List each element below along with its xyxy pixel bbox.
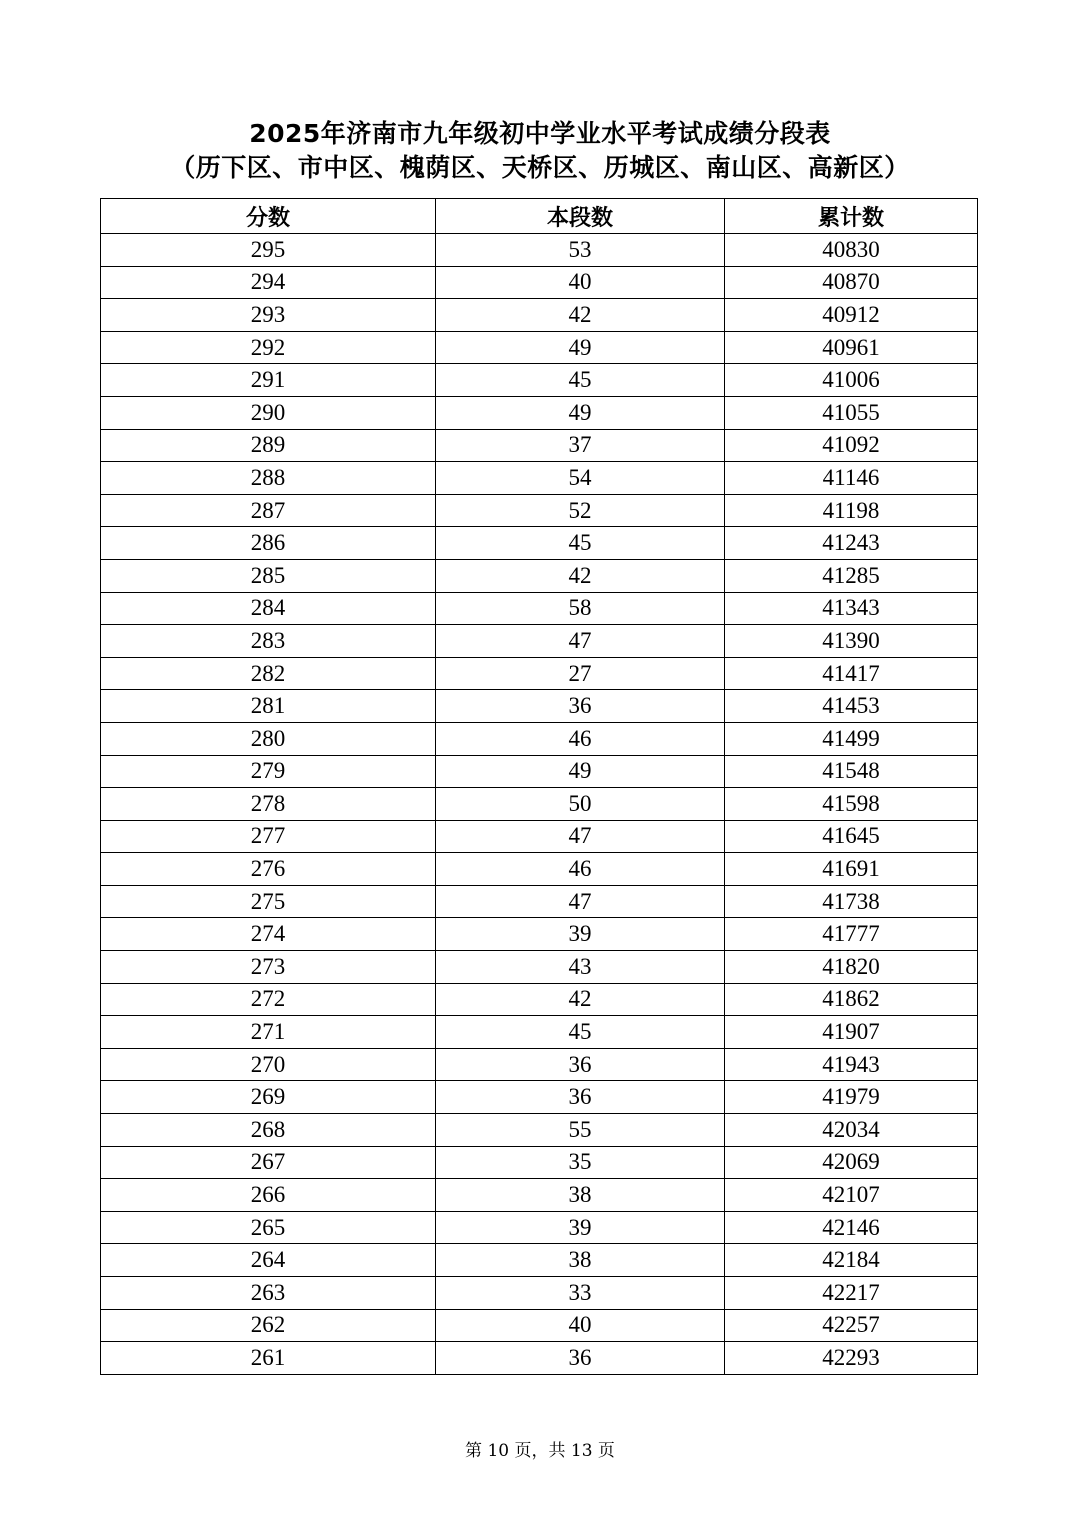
cell-cumulative-count: 41285 [725, 559, 978, 592]
header-segment-count: 本段数 [436, 199, 725, 234]
table-row [101, 885, 978, 918]
cell-segment-count: 40 [436, 266, 725, 299]
cell-score: 282 [101, 657, 436, 690]
cell-score: 268 [101, 1114, 436, 1147]
cell-cumulative-count: 41243 [725, 527, 978, 560]
table-header-row [101, 199, 978, 234]
table-row [101, 494, 978, 527]
cell-score: 294 [101, 266, 436, 299]
document-title: 2025年济南市九年级初中学业水平考试成绩分段表 [249, 119, 831, 148]
cell-cumulative-count: 41598 [725, 788, 978, 821]
cell-segment-count: 33 [436, 1277, 725, 1310]
cell-score: 275 [101, 885, 436, 918]
page-number: 第 10 页，共 13 页 [465, 1441, 615, 1461]
cell-segment-count: 42 [436, 299, 725, 332]
table-row [101, 1081, 978, 1114]
cell-segment-count: 49 [436, 331, 725, 364]
cell-score: 288 [101, 462, 436, 495]
cell-segment-count: 58 [436, 592, 725, 625]
cell-cumulative-count: 42069 [725, 1146, 978, 1179]
cell-segment-count: 45 [436, 364, 725, 397]
cell-segment-count: 36 [436, 1342, 725, 1375]
cell-score: 264 [101, 1244, 436, 1277]
document-subtitle-districts: （历下区、市中区、槐荫区、天桥区、历城区、南山区、高新区） [170, 153, 910, 182]
cell-segment-count: 36 [436, 1048, 725, 1081]
table-row [101, 559, 978, 592]
table-row [101, 722, 978, 755]
cell-segment-count: 39 [436, 918, 725, 951]
cell-score: 277 [101, 820, 436, 853]
cell-segment-count: 55 [436, 1114, 725, 1147]
cell-score: 278 [101, 788, 436, 821]
cell-cumulative-count: 41548 [725, 755, 978, 788]
cell-score: 295 [101, 234, 436, 267]
cell-score: 283 [101, 625, 436, 658]
table-row [101, 364, 978, 397]
cell-cumulative-count: 41453 [725, 690, 978, 723]
table-row [101, 918, 978, 951]
cell-segment-count: 42 [436, 983, 725, 1016]
cell-segment-count: 54 [436, 462, 725, 495]
cell-segment-count: 49 [436, 755, 725, 788]
cell-cumulative-count: 41343 [725, 592, 978, 625]
cell-segment-count: 46 [436, 722, 725, 755]
cell-segment-count: 38 [436, 1244, 725, 1277]
table-row [101, 690, 978, 723]
cell-cumulative-count: 42034 [725, 1114, 978, 1147]
header-score: 分数 [101, 199, 436, 234]
table-row [101, 820, 978, 853]
cell-cumulative-count: 40870 [725, 266, 978, 299]
cell-cumulative-count: 41092 [725, 429, 978, 462]
header-cumulative-count: 累计数 [725, 199, 978, 234]
cell-segment-count: 40 [436, 1309, 725, 1342]
table-row [101, 396, 978, 429]
cell-score: 267 [101, 1146, 436, 1179]
table-row [101, 1048, 978, 1081]
cell-cumulative-count: 41146 [725, 462, 978, 495]
cell-cumulative-count: 42257 [725, 1309, 978, 1342]
table-body [101, 234, 978, 1375]
cell-cumulative-count: 41499 [725, 722, 978, 755]
cell-score: 274 [101, 918, 436, 951]
cell-cumulative-count: 41943 [725, 1048, 978, 1081]
cell-cumulative-count: 42146 [725, 1211, 978, 1244]
cell-score: 269 [101, 1081, 436, 1114]
cell-cumulative-count: 40961 [725, 331, 978, 364]
cell-cumulative-count: 41979 [725, 1081, 978, 1114]
cell-segment-count: 47 [436, 885, 725, 918]
table-row [101, 1342, 978, 1375]
cell-score: 285 [101, 559, 436, 592]
cell-cumulative-count: 41907 [725, 1016, 978, 1049]
cell-segment-count: 38 [436, 1179, 725, 1212]
cell-segment-count: 36 [436, 690, 725, 723]
cell-score: 279 [101, 755, 436, 788]
table-row [101, 625, 978, 658]
cell-cumulative-count: 42107 [725, 1179, 978, 1212]
cell-cumulative-count: 41006 [725, 364, 978, 397]
table-row [101, 853, 978, 886]
cell-segment-count: 49 [436, 396, 725, 429]
table-row [101, 788, 978, 821]
cell-score: 266 [101, 1179, 436, 1212]
cell-segment-count: 35 [436, 1146, 725, 1179]
cell-score: 284 [101, 592, 436, 625]
cell-segment-count: 37 [436, 429, 725, 462]
table-row [101, 951, 978, 984]
cell-score: 262 [101, 1309, 436, 1342]
cell-score: 273 [101, 951, 436, 984]
cell-cumulative-count: 42184 [725, 1244, 978, 1277]
table-row [101, 1016, 978, 1049]
table-row [101, 755, 978, 788]
table-row [101, 429, 978, 462]
cell-score: 289 [101, 429, 436, 462]
cell-segment-count: 47 [436, 820, 725, 853]
cell-cumulative-count: 41198 [725, 494, 978, 527]
score-distribution-table [100, 198, 978, 1375]
cell-score: 286 [101, 527, 436, 560]
cell-cumulative-count: 42217 [725, 1277, 978, 1310]
cell-segment-count: 45 [436, 527, 725, 560]
cell-score: 270 [101, 1048, 436, 1081]
cell-segment-count: 53 [436, 234, 725, 267]
table-row [101, 299, 978, 332]
cell-cumulative-count: 40912 [725, 299, 978, 332]
table-row [101, 1211, 978, 1244]
cell-score: 287 [101, 494, 436, 527]
table-row [101, 983, 978, 1016]
cell-score: 265 [101, 1211, 436, 1244]
cell-cumulative-count: 41417 [725, 657, 978, 690]
table-row [101, 592, 978, 625]
cell-score: 291 [101, 364, 436, 397]
cell-cumulative-count: 41055 [725, 396, 978, 429]
cell-score: 276 [101, 853, 436, 886]
table-row [101, 657, 978, 690]
cell-score: 271 [101, 1016, 436, 1049]
cell-score: 280 [101, 722, 436, 755]
cell-cumulative-count: 41777 [725, 918, 978, 951]
table-row [101, 527, 978, 560]
table-row [101, 1179, 978, 1212]
cell-cumulative-count: 40830 [725, 234, 978, 267]
cell-segment-count: 46 [436, 853, 725, 886]
cell-segment-count: 27 [436, 657, 725, 690]
cell-cumulative-count: 41820 [725, 951, 978, 984]
cell-score: 293 [101, 299, 436, 332]
table-row [101, 1146, 978, 1179]
cell-cumulative-count: 41738 [725, 885, 978, 918]
table-row [101, 1309, 978, 1342]
cell-score: 272 [101, 983, 436, 1016]
cell-score: 290 [101, 396, 436, 429]
cell-segment-count: 36 [436, 1081, 725, 1114]
cell-score: 292 [101, 331, 436, 364]
table-row [101, 1114, 978, 1147]
cell-cumulative-count: 41390 [725, 625, 978, 658]
cell-score: 281 [101, 690, 436, 723]
table-row [101, 1244, 978, 1277]
cell-segment-count: 47 [436, 625, 725, 658]
cell-segment-count: 43 [436, 951, 725, 984]
cell-segment-count: 45 [436, 1016, 725, 1049]
cell-segment-count: 50 [436, 788, 725, 821]
table-row [101, 331, 978, 364]
cell-score: 261 [101, 1342, 436, 1375]
cell-segment-count: 42 [436, 559, 725, 592]
cell-segment-count: 39 [436, 1211, 725, 1244]
table-row [101, 266, 978, 299]
cell-cumulative-count: 41691 [725, 853, 978, 886]
cell-score: 263 [101, 1277, 436, 1310]
table-row [101, 462, 978, 495]
cell-cumulative-count: 42293 [725, 1342, 978, 1375]
cell-cumulative-count: 41645 [725, 820, 978, 853]
cell-segment-count: 52 [436, 494, 725, 527]
cell-cumulative-count: 41862 [725, 983, 978, 1016]
table-row [101, 234, 978, 267]
table-row [101, 1277, 978, 1310]
